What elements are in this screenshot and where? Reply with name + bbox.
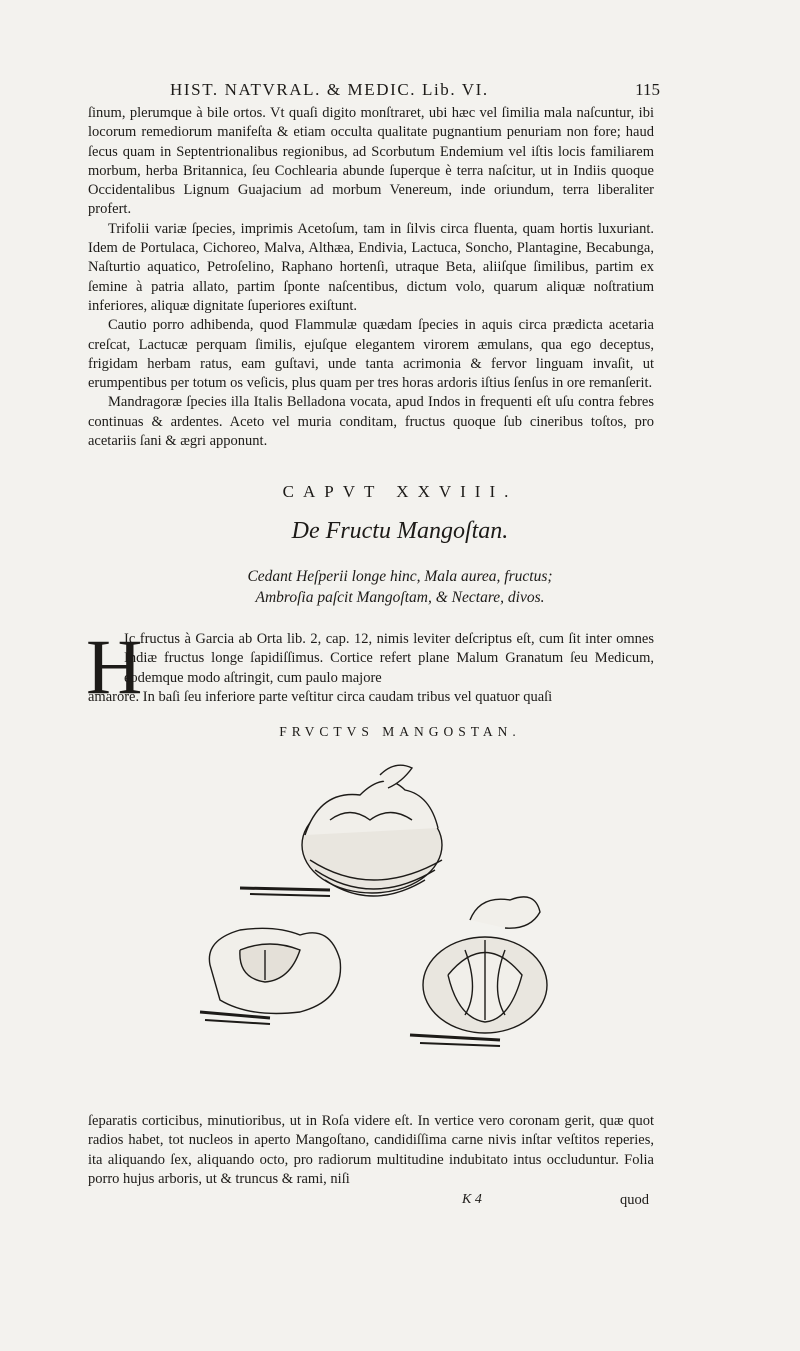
verse-line: Cedant Heſperii longe hinc, Mala aurea, fructus; [247,568,553,585]
plate-caption: FRVCTVS MANGOSTAN. [279,724,521,739]
running-head [170,80,660,100]
chapter-title: De Fructu Mangoſtan. [291,518,509,544]
paragraph: Trifolii variæ ſpecies, imprimis Acetoſum, tam in ſilvis circa fluenta, quam hortis luxuriant. Idem de Portulaca, Cichoreo, Malva, Althæa, Endivia, Lactuca, Soncho, Plantagine, Becabunga, Naſturtio aquatico, Petroſelino, Raphano hortenſi, utraque Beta, aliiſque ſimilibus, partim ex ſemine à patria allato, partim ſponte naſcentibus, dictum volo, quarum aliquæ noſtratium inferiores, aliquæ dignitate ſuperiores exiſtunt. [88,220,654,314]
signature-mark: K 4 [462,1192,482,1207]
text-block-1 [88,104,654,451]
cut-fruit-drawing [200,928,341,1024]
whole-fruit-drawing [240,765,442,896]
mangosteen-woodcut-illustration [180,750,580,1070]
catchword: quod [620,1192,649,1208]
paragraph: Mandragoræ ſpecies illa Italis Belladona vocata, apud Indos in frequenti eſt uſu contra febres continuas & ardentes. Aceto vel muria conditam, fructus quoque ſub cineribus toſtos, pro acetariis ſani & ægri apponunt. [88,394,654,450]
chapter-heading: CAPVT XXVIII. [282,482,518,501]
page-number: 115 [635,80,660,99]
running-head-title: HIST. NATVRAL. & MEDIC. Lib. VI. [170,80,489,99]
paragraph-continuation: amarore. In baſi ſeu inferiore parte veſtitur circa caudam tribus vel quatuor quaſi [88,688,553,705]
paragraph: ſeparatis corticibus, minutioribus, ut in Roſa videre eſt. In vertice vero coronam gerit, quæ quot radios habet, tot nucleos in aperto Mangoſtano, candidiſſima carne nivis inſtar veſtitos reperies, ita aliquando ſex, aliquando octo, pro radiorum multitudine indubitato intus occluduntur. Folia porro hujus arboris, ut & truncus & rami, niſi [88,1113,654,1187]
text-block-chapter [88,630,654,707]
paragraph: Ic fructus à Garcia ab Orta lib. 2, cap. 12, nimis leviter deſcriptus eſt, cum ſit inter omnes Indiæ fructus longe ſapidiſſimus. Cortice refert plane Malum Granatum ſeu Medicum, eodemque modo aſtringit, cum paulo majore [124,631,654,686]
open-fruit-drawing [410,897,547,1046]
verse-line: Ambroſia paſcit Mangoſtam, & Nectare, divos. [255,589,545,606]
drop-cap: H [86,623,143,710]
text-block-4 [88,1112,654,1189]
verse-epigraph [0,566,800,608]
paragraph: Cautio porro adhibenda, quod Flammulæ quædam ſpecies in aquis circa prædicta acetaria creſcat, Lactucæ perquam ſimilis, ejuſque elegantem virorem æmulans, qua ego deceptus, frigidam herbam ratus, eam guſtavi, unde tanta acrimonia & fervor linguam invaſit, ut erumpentibus per totum os veſicis, plus quam per tres horas ardoris iſtius ſenſus in ore remanſerit. [88,317,654,392]
paragraph: ſinum, plerumque à bile ortos. Vt quaſi digito monſtraret, ubi hæc vel ſimilia mala naſcuntur, ibi locorum remediorum manifeſta & etiam occulta qualitate pugnantium penuriam non fore; haud ſecus quam in Septentrionalibus regionibus, ad Scorbutum Endemium vel iſtis locis familiarem morbum, herba Britannica, ſeu Cochlearia abunde ſuperque è terra naſcitur, ut in Indiis quoque Occidentalibus Lignum Guajacium ad morbum Venereum, inde oriundum, terra liberaliter profert. [88,105,654,218]
